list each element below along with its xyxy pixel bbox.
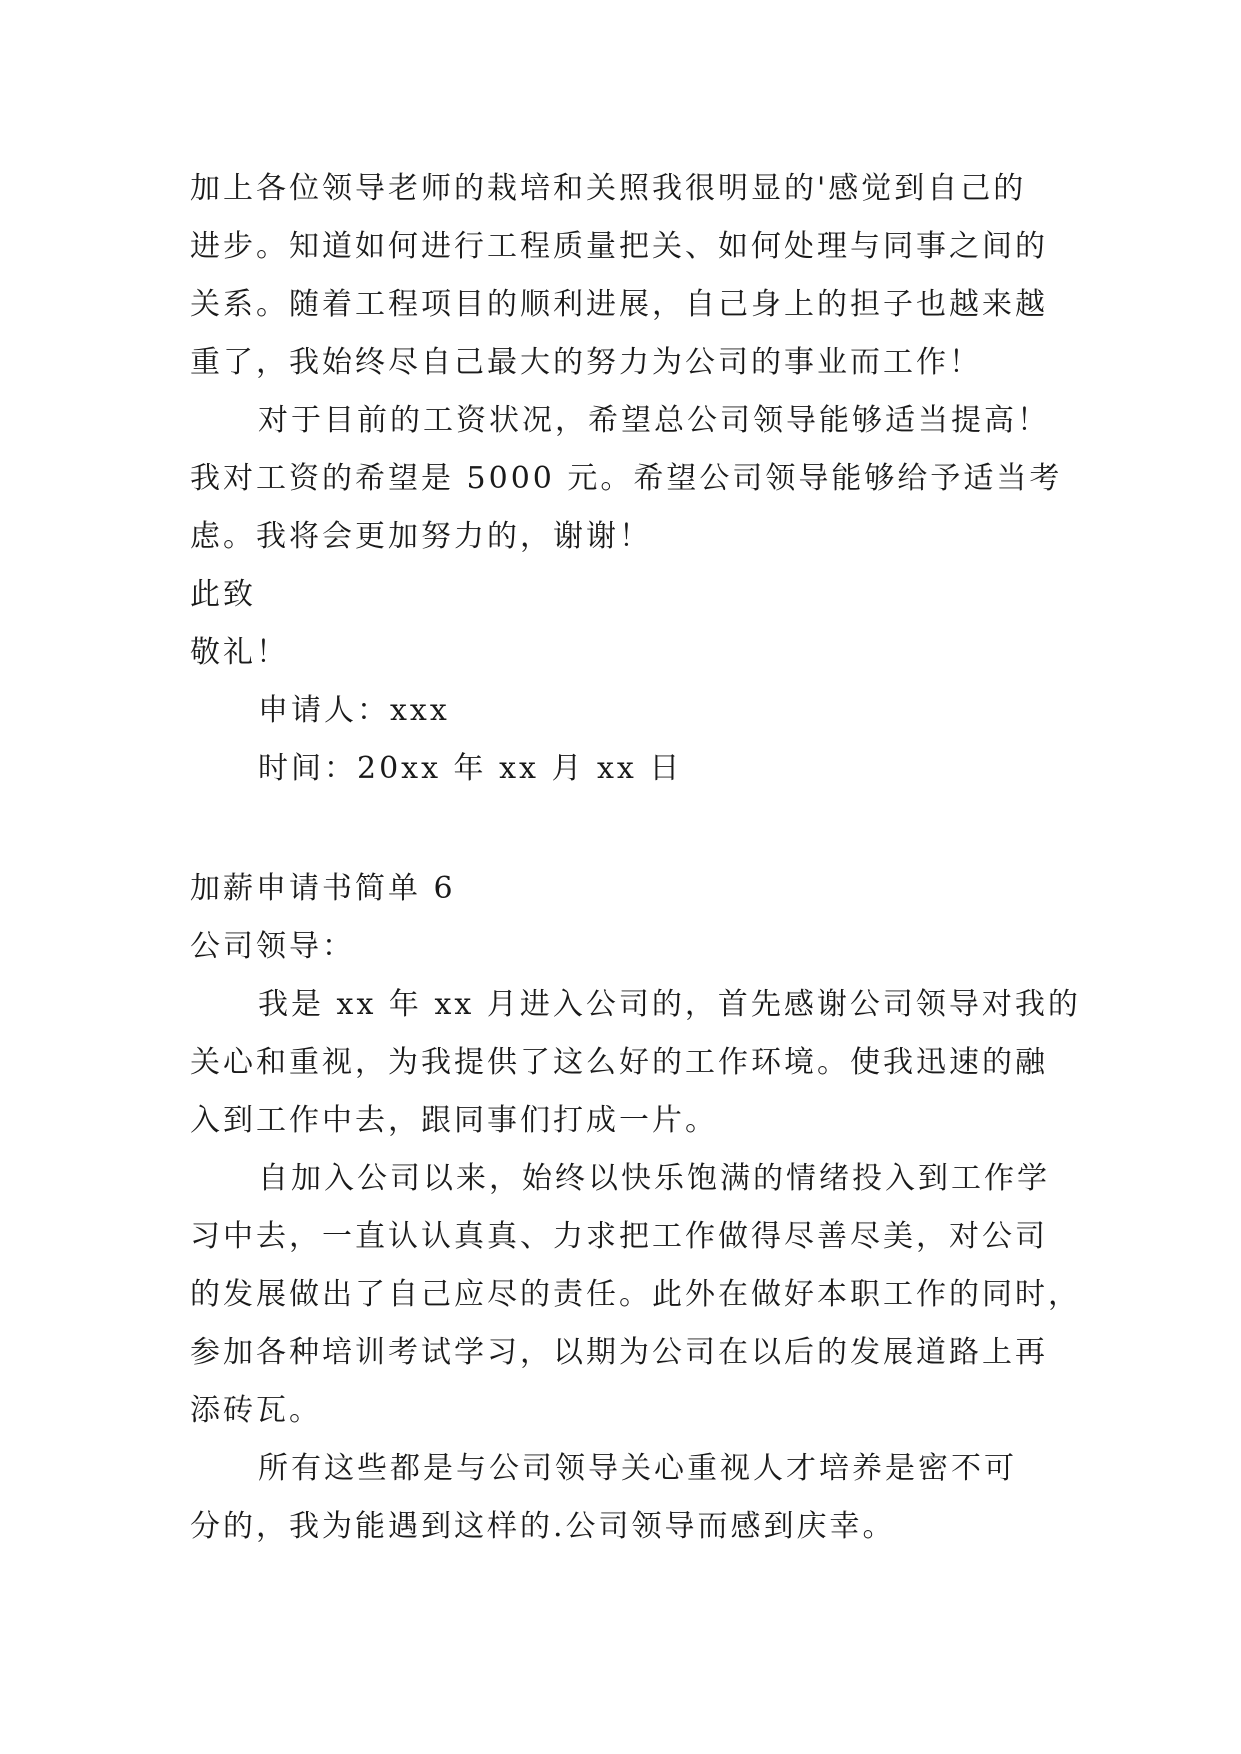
paragraph-introduction bbox=[190, 976, 1081, 1150]
text-line: 进步。知道如何进行工程质量把关、如何处理与同事之间的 bbox=[190, 229, 1048, 264]
text-line: 虑。我将会更加努力的，谢谢！ bbox=[190, 519, 652, 554]
text-line: 自加入公司以来，始终以快乐饱满的情绪投入到工作学 bbox=[258, 1161, 1050, 1196]
signature-block bbox=[190, 682, 1070, 798]
signature-date: 时间：20xx 年 xx 月 xx 日 bbox=[258, 751, 683, 786]
text-line: 习中去，一直认认真真、力求把工作做得尽善尽美，对公司 bbox=[190, 1219, 1048, 1254]
salutation: 公司领导： bbox=[190, 929, 355, 964]
section-gap bbox=[190, 798, 1070, 860]
text-line: 对于目前的工资状况，希望总公司领导能够适当提高！ bbox=[258, 403, 1050, 438]
text-line: 入到工作中去，跟同事们打成一片。 bbox=[190, 1103, 718, 1138]
paragraph-progress bbox=[190, 160, 1070, 392]
paragraph-salary-request bbox=[190, 392, 1070, 566]
document-page bbox=[190, 160, 1081, 1556]
text-line: 参加各种培训考试学习，以期为公司在以后的发展道路上再 bbox=[190, 1335, 1048, 1370]
section-title: 加薪申请书简单 6 bbox=[190, 871, 456, 906]
text-line: 添砖瓦。 bbox=[190, 1393, 322, 1428]
text-line: 加上各位领导老师的栽培和关照我很明显的'感觉到自己的 bbox=[190, 171, 1027, 206]
text-line: 重了，我始终尽自己最大的努力为公司的事业而工作！ bbox=[190, 345, 982, 380]
paragraph-work-attitude bbox=[190, 1150, 1081, 1440]
text-line: 分的，我为能遇到这样的.公司领导而感到庆幸。 bbox=[190, 1509, 896, 1544]
text-line: 关心和重视，为我提供了这么好的工作环境。使我迅速的融 bbox=[190, 1045, 1048, 1080]
text-line: 所有这些都是与公司领导关心重视人才培养是密不可 bbox=[258, 1451, 1017, 1486]
text-line: 我是 xx 年 xx 月进入公司的，首先感谢公司领导对我的 bbox=[258, 987, 1081, 1022]
text-line: 的发展做出了自己应尽的责任。此外在做好本职工作的同时， bbox=[190, 1277, 1081, 1312]
applicant-name: 申请人：xxx bbox=[258, 693, 450, 728]
closing bbox=[190, 566, 1070, 682]
closing-line: 此致 bbox=[190, 577, 256, 612]
closing-line: 敬礼！ bbox=[190, 635, 289, 670]
text-line: 关系。随着工程项目的顺利进展，自己身上的担子也越来越 bbox=[190, 287, 1048, 322]
paragraph-gratitude bbox=[190, 1440, 1070, 1556]
text-line: 我对工资的希望是 5000 元。希望公司领导能够给予适当考 bbox=[190, 461, 1063, 496]
